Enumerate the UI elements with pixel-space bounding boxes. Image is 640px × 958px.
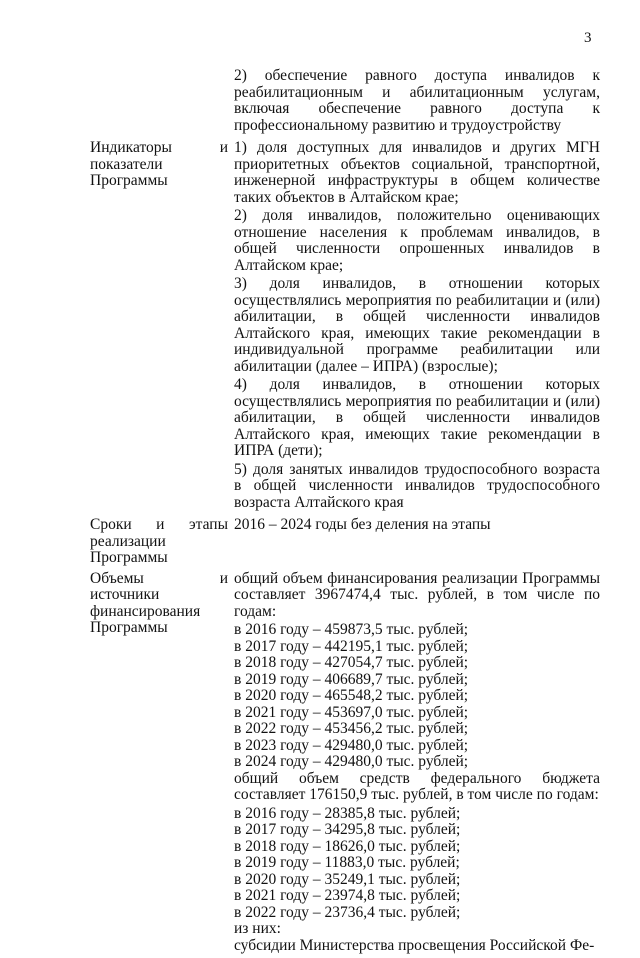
passport-row-indicators: [90, 140, 600, 513]
financing-federal-year: в 2020 году – 35249,1 тыс. рублей;: [234, 870, 461, 888]
indicator-item-3: 3) доля инвалидов, в отношении которых осуществлялись мероприятия по реабилитации и (или) абилитации, в общей численности инвалидов Алтайского края, имеющих такие рекомендации в индивидуальной программе реабилитации или абилитации (далее – ИПРА) (взрослые);: [234, 275, 600, 375]
financing-total-year: в 2024 году – 429480,0 тыс. рублей;: [234, 753, 469, 770]
row-content-indicators: [234, 140, 600, 513]
financing-total-year: в 2017 году – 442195,1 тыс. рублей;: [234, 637, 469, 655]
financing-federal-intro: общий объем средств федерального бюджета составляет 176150,9 тыс. рублей, в том числе по годам:: [234, 769, 600, 803]
financing-federal-year: в 2022 году – 23736,4 тыс. рублей;: [234, 903, 461, 921]
financing-total-year: в 2020 году – 465548,2 тыс. рублей;: [234, 687, 469, 704]
passport-row-terms: [90, 517, 600, 567]
row-label-indicators: Индикаторы и показатели Программы: [90, 139, 228, 189]
row-content-terms: [234, 517, 600, 567]
passport-row-financing: [90, 571, 600, 955]
financing-total-year: в 2016 году – 459873,5 тыс. рублей;: [234, 621, 469, 638]
financing-total-year: в 2019 году – 406689,7 тыс. рублей;: [234, 670, 469, 688]
row-label-financing: Объемы и источники финансирования Программы: [90, 569, 228, 636]
financing-federal-year: в 2017 году – 34295,8 тыс. рублей;: [234, 821, 461, 838]
task-item-2: 2) обеспечение равного доступа инвалидов к реабилитационным и абилитационным услугам, включая обеспечение равного доступа к профессиональному развитию и трудоустройству: [234, 67, 600, 134]
financing-of-which: из них:: [234, 920, 281, 937]
indicator-item-2: 2) доля инвалидов, положительно оценивающих отношение населения к проблемам инвалидов, в общей численности опрошенных инвалидов в Алтайском крае;: [234, 207, 600, 274]
financing-total-year: в 2018 году – 427054,7 тыс. рублей;: [234, 654, 469, 671]
financing-federal-year: в 2016 году – 28385,8 тыс. рублей;: [234, 804, 461, 822]
financing-federal-year: в 2021 году – 23974,8 тыс. рублей;: [234, 887, 461, 904]
indicator-item-4: 4) доля инвалидов, в отношении которых осуществлялись мероприятия по реабилитации и (или) абилитации, в общей численности инвалидов Алтайского края, имеющих такие рекомендации в ИПРА (дети);: [234, 376, 600, 459]
program-passport-table: [90, 68, 600, 958]
row-content-financing: [234, 571, 600, 955]
indicator-item-5: 5) доля занятых инвалидов трудоспособного возраста в общей численности инвалидов трудоспособного возраста Алтайского края: [234, 460, 600, 511]
row-content-tasks: [234, 68, 600, 136]
financing-total-intro: общий объем финансирования реализации Программы составляет 3967474,4 тыс. рублей, в том числе по годам:: [234, 569, 600, 620]
passport-row-tasks: [90, 68, 600, 136]
financing-total-year: в 2021 году – 453697,0 тыс. рублей;: [234, 703, 469, 721]
financing-total-year: в 2023 году – 429480,0 тыс. рублей;: [234, 736, 469, 754]
financing-federal-year: в 2018 году – 18626,0 тыс. рублей;: [234, 837, 461, 855]
financing-total-year: в 2022 году – 453456,2 тыс. рублей;: [234, 720, 469, 737]
page-number: 3: [584, 30, 592, 46]
row-label-tasks: [90, 68, 228, 136]
financing-subsidy-line: субсидии Министерства просвещения Российской Фе-: [234, 936, 595, 954]
row-label-terms: Сроки и этапы реализации Программы: [90, 516, 228, 566]
terms-text: 2016 – 2024 годы без деления на этапы: [234, 516, 491, 533]
indicator-item-1: 1) доля доступных для инвалидов и других МГН приоритетных объектов социальной, транспортной, инженерной инфраструктуры в общем количестве таких объектов в Алтайском крае;: [234, 139, 600, 206]
financing-federal-year: в 2019 году – 11883,0 тыс. рублей;: [234, 854, 460, 871]
